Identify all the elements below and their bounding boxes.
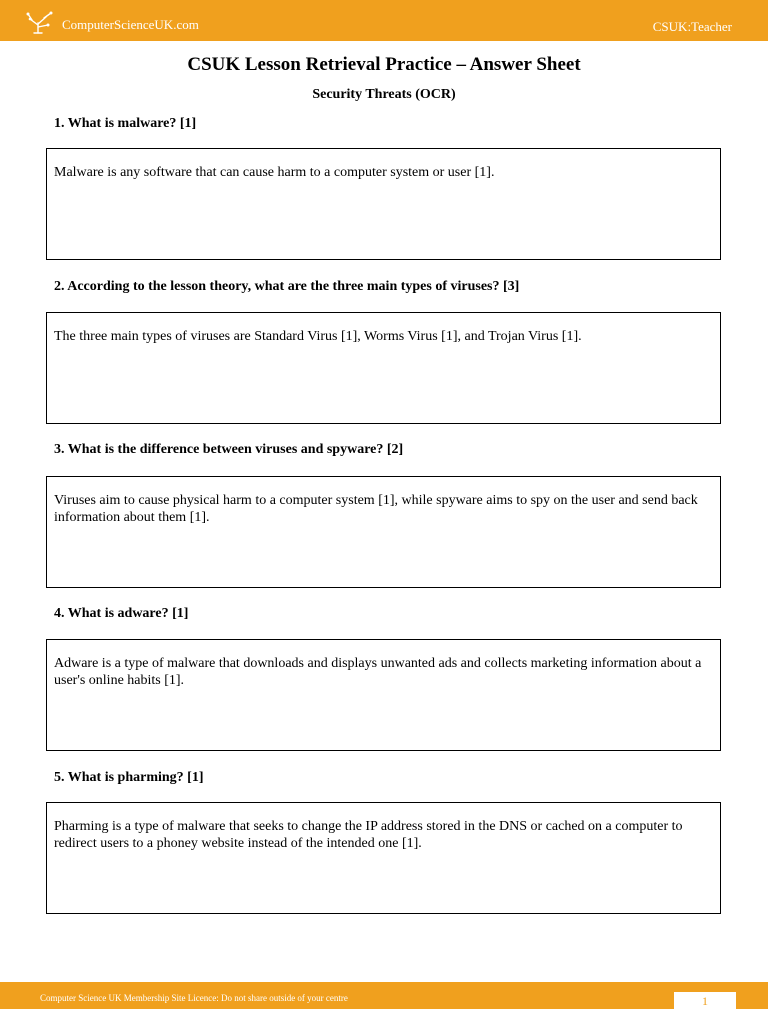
user-role: CSUK:Teacher	[652, 19, 732, 34]
brand-name[interactable]: ComputerScienceUK.com	[62, 17, 199, 32]
question-2: 2. According to the lesson theory, what are the three main types of viruses? [3]	[54, 279, 520, 294]
answer-box-3: Viruses aim to cause physical harm to a computer system [1], while spyware aims to spy on the user and send back information about them [1].	[46, 476, 721, 588]
answer-box-2: The three main types of viruses are Standard Virus [1], Worms Virus [1], and Trojan Virus [1].	[46, 312, 721, 424]
tree-logo-icon	[24, 9, 56, 35]
page-footer	[0, 982, 768, 1009]
question-4: 4. What is adware? [1]	[54, 606, 189, 621]
page-title: CSUK Lesson Retrieval Practice – Answer Sheet	[187, 54, 581, 75]
question-5: 5. What is pharming? [1]	[54, 770, 204, 785]
question-1: 1. What is malware? [1]	[54, 116, 197, 131]
licence-text: Computer Science UK Membership Site Licence: Do not share outside of your centre	[40, 993, 348, 1003]
page-number: 1	[673, 991, 737, 1009]
page-subtitle: Security Threats (OCR)	[312, 87, 456, 102]
page-header	[0, 0, 768, 41]
answer-box-4: Adware is a type of malware that downloads and displays unwanted ads and collects marketing information about a user's online habits [1].	[46, 639, 721, 751]
answer-box-5: Pharming is a type of malware that seeks to change the IP address stored in the DNS or cached on a computer to redirect users to a phoney website instead of the intended one [1].	[46, 802, 721, 914]
answer-box-1: Malware is any software that can cause harm to a computer system or user [1].	[46, 148, 721, 260]
question-3: 3. What is the difference between viruses and spyware? [2]	[54, 442, 404, 457]
